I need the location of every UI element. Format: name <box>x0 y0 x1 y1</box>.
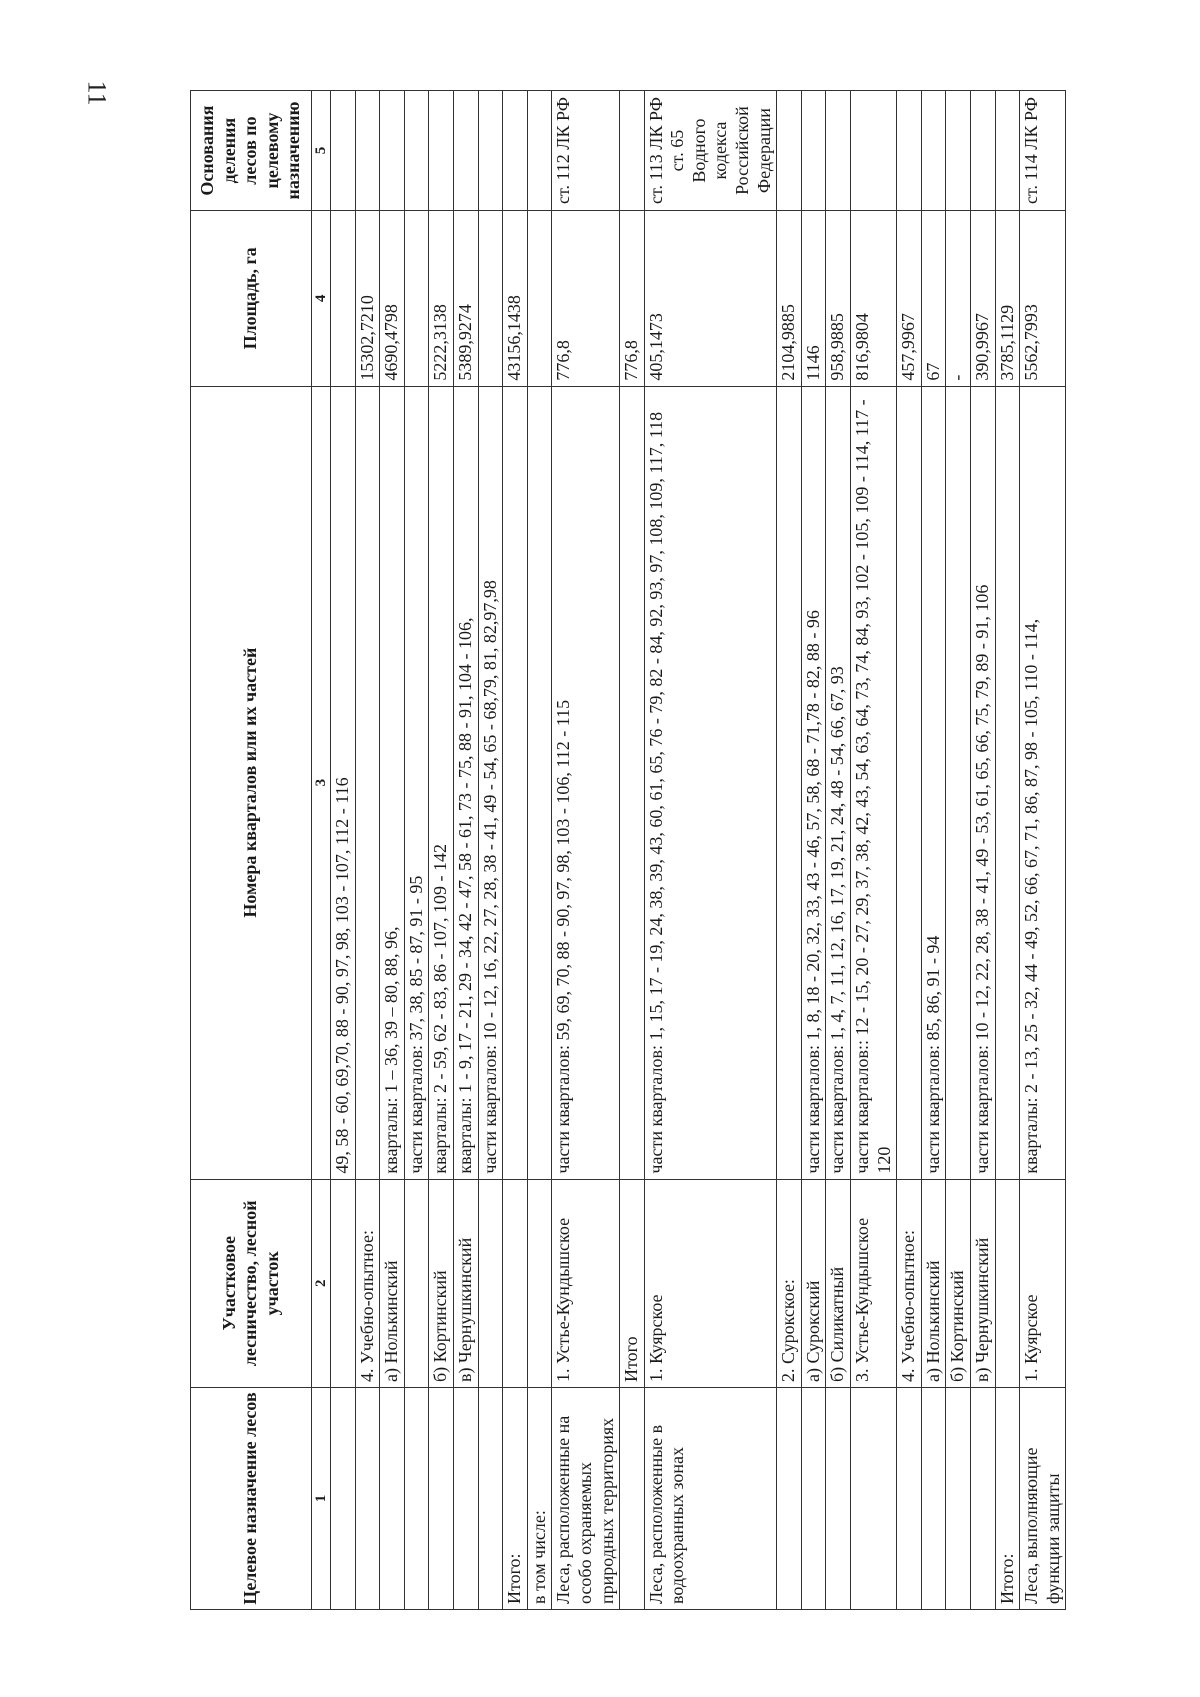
purpose-cell: Леса, выполняющие функции защиты <box>1020 1387 1066 1609</box>
quarters-cell: части кварталов: 10 - 12, 22, 28, 38 - 41, 49 - 53, 61, 65, 66, 75, 79, 89 - 91, 106 <box>971 386 996 1179</box>
area-cell: 457,9967 <box>897 211 922 387</box>
column-number: 1 <box>311 1387 330 1609</box>
basis-cell <box>897 91 922 211</box>
forestry-cell: Итого <box>620 1179 645 1387</box>
quarters-cell: кварталы: 1 - 9, 17 - 21, 29 - 34, 42 - 47, 58 - 61, 73 - 75, 88 - 91, 104 - 106, <box>453 386 478 1179</box>
area-cell: 405,1473 <box>644 211 777 387</box>
forestry-cell <box>503 1179 528 1387</box>
purpose-cell <box>801 1387 826 1609</box>
quarters-cell <box>355 386 380 1179</box>
table-row <box>330 91 355 1610</box>
purpose-cell: Итого: <box>503 1387 528 1609</box>
basis-cell: ст. 113 ЛК РФ ст. 65 Водного кодекса Российской Федерации <box>644 91 777 211</box>
basis-cell <box>946 91 971 211</box>
area-cell: 2104,9885 <box>777 211 802 387</box>
purpose-cell <box>777 1387 802 1609</box>
basis-cell <box>801 91 826 211</box>
table-row <box>946 91 971 1610</box>
purpose-cell <box>826 1387 851 1609</box>
forestry-cell <box>995 1179 1020 1387</box>
area-cell <box>330 211 355 387</box>
area-cell <box>478 211 503 387</box>
area-cell: 43156,1438 <box>503 211 528 387</box>
quarters-cell: части кварталов: 85, 86, 91 - 94 <box>921 386 946 1179</box>
header-basis: Основания деления лесов по целевому назначению <box>191 91 312 211</box>
table-row <box>1020 91 1066 1610</box>
basis-cell <box>995 91 1020 211</box>
forestry-cell <box>404 1179 429 1387</box>
area-cell <box>404 211 429 387</box>
forestry-cell: в) Чернушкинский <box>453 1179 478 1387</box>
header-forestry: Участковое лесничество, лесной участок <box>191 1179 312 1387</box>
table-row <box>644 91 777 1610</box>
quarters-cell: части кварталов: 1, 8, 18 - 20, 32, 33, 43 - 46, 57, 58, 68 - 71,78 - 82, 88 - 96 <box>801 386 826 1179</box>
quarters-cell: части кварталов: 10 - 12, 16, 22, 27, 28, 38 - 41, 49 - 54, 65 - 68,79, 81, 82,97,98 <box>478 386 503 1179</box>
table-row <box>826 91 851 1610</box>
purpose-cell <box>355 1387 380 1609</box>
area-cell: 958,9885 <box>826 211 851 387</box>
page-number: 11 <box>82 80 112 106</box>
forestry-cell: б) Силикатный <box>826 1179 851 1387</box>
forestry-cell <box>478 1179 503 1387</box>
quarters-cell <box>897 386 922 1179</box>
purpose-cell: Итого: <box>995 1387 1020 1609</box>
purpose-cell <box>429 1387 454 1609</box>
basis-cell <box>478 91 503 211</box>
basis-cell <box>355 91 380 211</box>
purpose-cell: Леса, расположенные на особо охраняемых природных территориях <box>552 1387 620 1609</box>
quarters-cell: части кварталов: 1, 15, 17 - 19, 24, 38, 39, 43, 60, 61, 65, 76 - 79, 82 - 84, 92, 93, 97, 108, 109, 117, 118 <box>644 386 777 1179</box>
forestry-cell <box>330 1179 355 1387</box>
area-cell: 1146 <box>801 211 826 387</box>
forestry-cell: б) Кортинский <box>946 1179 971 1387</box>
purpose-cell <box>330 1387 355 1609</box>
basis-cell <box>826 91 851 211</box>
table-row <box>995 91 1020 1610</box>
forestry-cell: а) Нолькинский <box>380 1179 405 1387</box>
quarters-cell: кварталы: 1 – 36, 39 – 80, 88, 96, <box>380 386 405 1179</box>
forestry-cell: 1. Куярское <box>644 1179 777 1387</box>
quarters-cell: части кварталов: 1, 4, 7, 11, 12, 16, 17, 19, 21, 24, 48 - 54, 66, 67, 93 <box>826 386 851 1179</box>
quarters-cell <box>527 386 552 1179</box>
table-row <box>897 91 922 1610</box>
area-cell: 67 <box>921 211 946 387</box>
table-row <box>851 91 897 1610</box>
basis-cell <box>527 91 552 211</box>
table-row <box>404 91 429 1610</box>
forestry-cell: а) Сурокский <box>801 1179 826 1387</box>
area-cell: 776,8 <box>552 211 620 387</box>
area-cell: 776,8 <box>620 211 645 387</box>
forestry-cell: а) Нолькинский <box>921 1179 946 1387</box>
basis-cell <box>971 91 996 211</box>
table-row <box>801 91 826 1610</box>
quarters-cell: части кварталов:: 12 - 15, 20 - 27, 29, 37, 38, 42, 43, 54, 63, 64, 73, 74, 84, 93, 102 - 105, 109 - 114, 117 - 120 <box>851 386 897 1179</box>
forestry-cell: 1. Куярское <box>1020 1179 1066 1387</box>
basis-cell <box>777 91 802 211</box>
purpose-cell: Леса, расположенные в водоохранных зонах <box>644 1387 777 1609</box>
area-cell: 816,9804 <box>851 211 897 387</box>
purpose-cell <box>380 1387 405 1609</box>
purpose-cell <box>404 1387 429 1609</box>
quarters-cell: 49, 58 - 60, 69,70, 88 - 90, 97, 98, 103 - 107, 112 - 116 <box>330 386 355 1179</box>
basis-cell <box>620 91 645 211</box>
purpose-cell <box>921 1387 946 1609</box>
area-cell: 15302,7210 <box>355 211 380 387</box>
area-cell: 3785,1129 <box>995 211 1020 387</box>
table-row <box>527 91 552 1610</box>
column-number-row <box>311 91 330 1610</box>
purpose-cell <box>851 1387 897 1609</box>
quarters-cell <box>946 386 971 1179</box>
area-cell: - <box>946 211 971 387</box>
table-row <box>503 91 528 1610</box>
table-row <box>453 91 478 1610</box>
area-cell: 5389,9274 <box>453 211 478 387</box>
purpose-cell: в том числе: <box>527 1387 552 1609</box>
quarters-cell: кварталы: 2 - 59, 62 - 83, 86 - 107, 109 - 142 <box>429 386 454 1179</box>
area-cell: 5222,3138 <box>429 211 454 387</box>
basis-cell <box>453 91 478 211</box>
basis-cell: ст. 112 ЛК РФ <box>552 91 620 211</box>
table-header-row <box>191 91 312 1610</box>
basis-cell <box>851 91 897 211</box>
forestry-cell: 3. Устье-Кундышское <box>851 1179 897 1387</box>
area-cell: 5562,7993 <box>1020 211 1066 387</box>
table-row <box>355 91 380 1610</box>
table-row <box>971 91 996 1610</box>
forestry-cell: 1. Устье-Кундышское <box>552 1179 620 1387</box>
area-cell <box>527 211 552 387</box>
purpose-cell <box>453 1387 478 1609</box>
forestry-cell: б) Кортинский <box>429 1179 454 1387</box>
table-row <box>429 91 454 1610</box>
forestry-cell: 4. Учебно-опытное: <box>355 1179 380 1387</box>
quarters-cell: кварталы: 2 - 13, 25 - 32, 44 - 49, 52, 66, 67, 71, 86, 87, 98 - 105, 110 - 114, <box>1020 386 1066 1179</box>
table-row <box>777 91 802 1610</box>
basis-cell <box>380 91 405 211</box>
area-cell: 4690,4798 <box>380 211 405 387</box>
purpose-cell <box>620 1387 645 1609</box>
basis-cell <box>921 91 946 211</box>
forestry-cell: в) Чернушкинский <box>971 1179 996 1387</box>
basis-cell <box>404 91 429 211</box>
basis-cell <box>330 91 355 211</box>
purpose-cell <box>897 1387 922 1609</box>
header-area: Площадь, га <box>191 211 312 387</box>
forestry-cell: 2. Сурокское: <box>777 1179 802 1387</box>
column-number: 3 <box>311 386 330 1179</box>
quarters-cell <box>995 386 1020 1179</box>
column-number: 4 <box>311 211 330 387</box>
forest-purpose-table <box>190 90 1066 1610</box>
forestry-cell: 4. Учебно-опытное: <box>897 1179 922 1387</box>
quarters-cell <box>777 386 802 1179</box>
column-number: 2 <box>311 1179 330 1387</box>
quarters-cell <box>620 386 645 1179</box>
purpose-cell <box>478 1387 503 1609</box>
table-row <box>552 91 620 1610</box>
table-row <box>380 91 405 1610</box>
table-row <box>478 91 503 1610</box>
quarters-cell: части кварталов: 37, 38, 85 - 87, 91 - 95 <box>404 386 429 1179</box>
basis-cell <box>429 91 454 211</box>
basis-cell <box>503 91 528 211</box>
basis-cell: ст. 114 ЛК РФ <box>1020 91 1066 211</box>
header-quarters: Номера кварталов или их частей <box>191 386 312 1179</box>
rotated-page-content <box>190 90 1090 1610</box>
purpose-cell <box>971 1387 996 1609</box>
table-row <box>921 91 946 1610</box>
purpose-cell <box>946 1387 971 1609</box>
column-number: 5 <box>311 91 330 211</box>
header-purpose: Целевое назначение лесов <box>191 1387 312 1609</box>
quarters-cell <box>503 386 528 1179</box>
quarters-cell: части кварталов: 59, 69, 70, 88 - 90, 97, 98, 103 - 106, 112 - 115 <box>552 386 620 1179</box>
area-cell: 390,9967 <box>971 211 996 387</box>
forestry-cell <box>527 1179 552 1387</box>
table-row <box>620 91 645 1610</box>
